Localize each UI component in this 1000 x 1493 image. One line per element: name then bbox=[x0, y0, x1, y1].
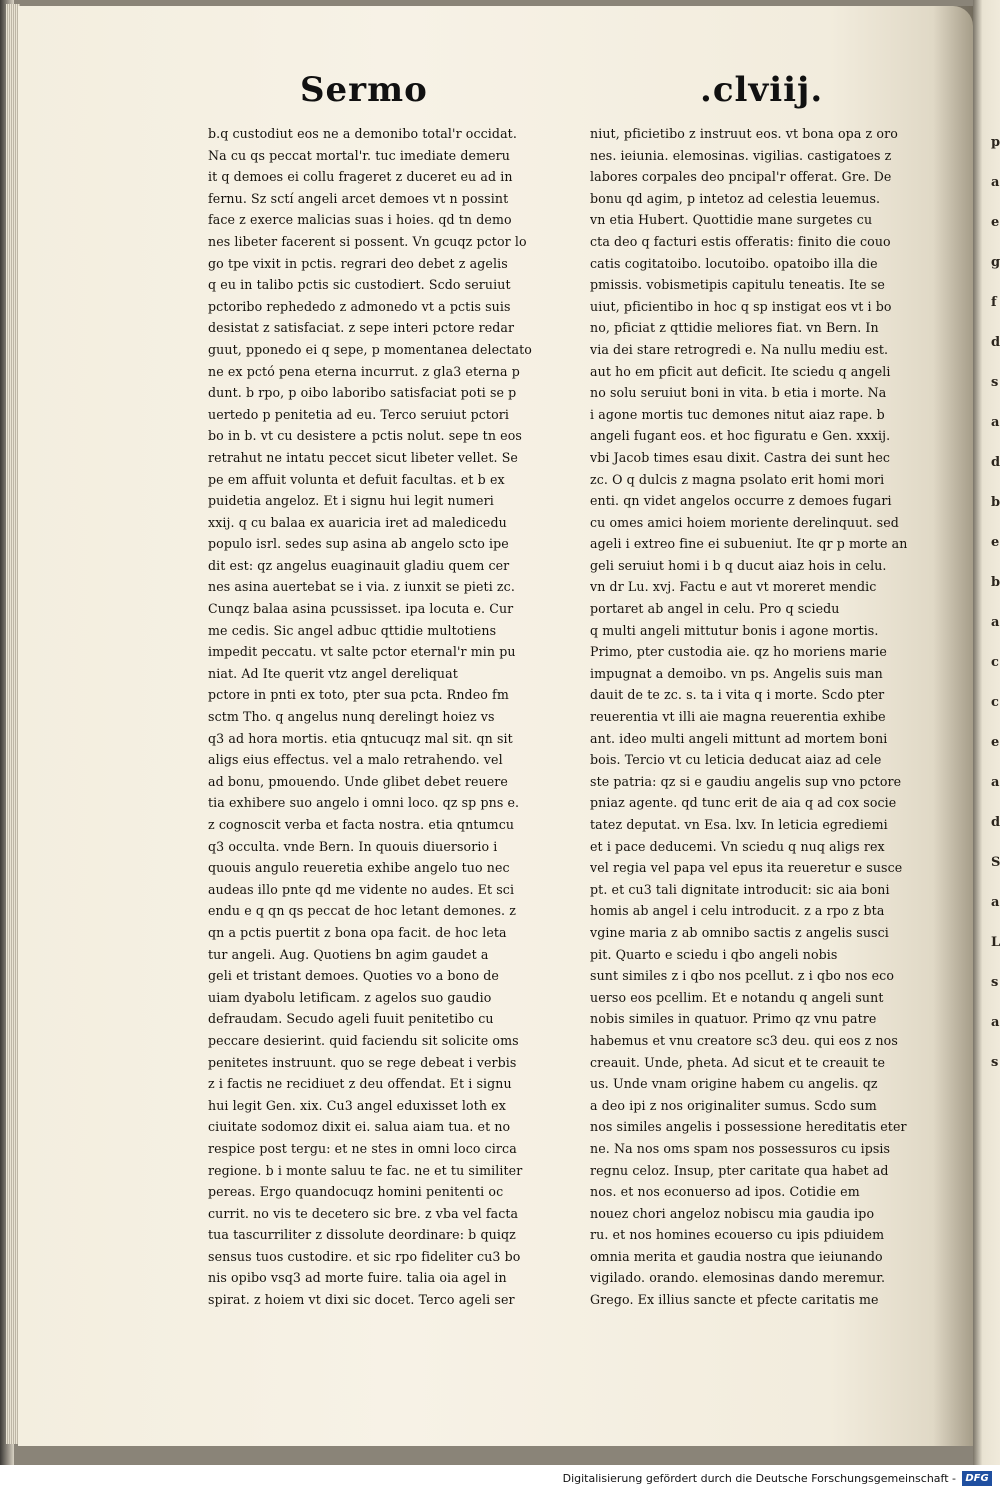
text-line: uertedo p penitetia ad eu. Terco seruiut pctori bbox=[208, 406, 510, 422]
text-line: penitetes instruunt. quo se rege debeat i verbis bbox=[208, 1054, 517, 1070]
text-line: via dei stare retrogredi e. Na nullu mediu est. bbox=[590, 341, 889, 357]
text-line: nes asina auertebat se i via. z iunxit se pieti zc. bbox=[208, 579, 515, 595]
text-line: q eu in talibo pctis sic custodiert. Scdo seruiut bbox=[208, 277, 511, 293]
adjacent-page-letter: a bbox=[991, 175, 1000, 190]
adjacent-page-letter: a bbox=[991, 895, 1000, 910]
text-line: Grego. Ex illius sancte et pfecte caritatis me bbox=[590, 1292, 879, 1308]
text-line: pe em affuit volunta et defuit facultas. et b ex bbox=[208, 471, 505, 487]
text-line: xxij. q cu balaa ex auaricia iret ad maledicedu bbox=[208, 514, 507, 530]
text-line: ru. et nos homines ecouerso cu ipis pdiuidem bbox=[590, 1227, 885, 1243]
adjacent-page-edge bbox=[973, 0, 1000, 1465]
adjacent-page-letter: e bbox=[991, 535, 1000, 550]
adjacent-page-letter: f bbox=[991, 295, 997, 310]
text-line: desistat z satisfaciat. z sepe interi pctore redar bbox=[208, 320, 515, 336]
text-line: bo in b. vt cu desistere a pctis nolut. sepe tn eos bbox=[208, 428, 522, 444]
adjacent-page-letter: a bbox=[991, 1015, 1000, 1030]
text-line: labores corpales deo pncipal'r offerat. Gre. De bbox=[590, 169, 892, 185]
text-line: omnia merita et gaudia nostra que ieiunando bbox=[590, 1248, 883, 1264]
footer-bar bbox=[0, 1465, 1000, 1493]
text-line: uerso eos pcellim. Et e notandu q angeli sunt bbox=[590, 989, 884, 1005]
text-line: pctore in pnti ex toto, pter sua pcta. Rndeo fm bbox=[208, 687, 509, 703]
text-line: portaret ab angel in celu. Pro q sciedu bbox=[590, 601, 840, 617]
funding-credit: Digitalisierung gefördert durch die Deutsche Forschungsgemeinschaft - bbox=[562, 1472, 956, 1485]
text-line: et i pace deducemi. Vn sciedu q nuq aligs rex bbox=[590, 838, 885, 854]
text-line: tatez deputat. vn Esa. lxv. In leticia egrediemi bbox=[590, 817, 888, 832]
text-line: no solu seruiut boni in vita. b etia i morte. Na bbox=[590, 385, 887, 401]
text-line: catis cogitatoibo. locutoibo. opatoibo illa die bbox=[590, 255, 878, 271]
text-line: vbi Jacob times esau dixit. Castra dei sunt hec bbox=[590, 449, 891, 465]
text-line: respice post tergu: et ne stes in omni loco circa bbox=[208, 1140, 517, 1156]
adjacent-page-letter: c bbox=[991, 655, 999, 670]
text-line: niat. Ad Ite querit vtz angel dereliquat bbox=[208, 665, 458, 681]
text-line: populo isrl. sedes sup asina ab angelo scto ipe bbox=[208, 536, 509, 552]
text-line: nes. ieiunia. elemosinas. vigilias. castigatoes z bbox=[590, 147, 892, 163]
text-line: ant. ideo multi angeli mittunt ad mortem boni bbox=[590, 730, 888, 746]
text-line: vgine maria z ab omnibo sactis z angelis susci bbox=[590, 924, 889, 940]
text-line: cu omes amici hoiem moriente derelinquut. sed bbox=[590, 514, 899, 530]
gutter-shadow bbox=[933, 6, 973, 1446]
text-line: geli seruiut homi i b q ducut aiaz hois in celu. bbox=[590, 557, 887, 573]
text-line: aligs eius effectus. vel a malo retrahendo. vel bbox=[208, 752, 503, 768]
adjacent-page-letter: s bbox=[991, 1055, 999, 1070]
text-line: q3 occulta. vnde Bern. In quouis diuersorio i bbox=[208, 838, 498, 854]
text-line: dit est: qz angelus euaginauit gladiu quem cer bbox=[208, 557, 510, 573]
text-line: ad bonu, pmouendo. Unde glibet debet reuere bbox=[208, 773, 508, 789]
text-line: i agone mortis tuc demones nitut aiaz rape. b bbox=[590, 406, 885, 422]
text-line: pt. et cu3 tali dignitate introducit: sic aia boni bbox=[590, 881, 890, 897]
text-line: enti. qn videt angelos occurre z demoes fugari bbox=[590, 493, 892, 509]
text-line: cta deo q facturi estis offeratis: finito die couo bbox=[590, 233, 891, 249]
text-line: impugnat a demoibo. vn ps. Angelis suis man bbox=[590, 665, 883, 681]
text-line: z i factis ne recidiuet z deu offendat. Et i signu bbox=[208, 1076, 512, 1092]
text-line: sunt similes z i qbo nos pcellut. z i qbo nos eco bbox=[590, 968, 895, 984]
text-line: qn a pctis puertit z bona opa facit. de hoc leta bbox=[208, 924, 507, 940]
text-line: nos similes angelis i possessione hereditatis eter bbox=[590, 1119, 907, 1135]
text-line: nouez chori angeloz nobiscu mia gaudia ipo bbox=[590, 1205, 875, 1221]
adjacent-page-letter: s bbox=[991, 375, 999, 390]
adjacent-page-letter: d bbox=[991, 335, 1000, 350]
adjacent-page-letter: c bbox=[991, 695, 999, 710]
text-line: dauit de te zc. s. ta i vita q i morte. Scdo pter bbox=[590, 687, 885, 703]
text-line: pniaz agente. qd tunc erit de aia q ad cox socie bbox=[590, 795, 897, 811]
text-line: ste patria: qz si e gaudiu angelis sup vno pctore bbox=[590, 773, 902, 789]
text-column-right bbox=[590, 123, 935, 1311]
text-line: tua tascurriliter z dissolute deordinare: b quiqz bbox=[208, 1227, 516, 1243]
text-line: guut, pponedo ei q sepe, p momentanea delectato bbox=[208, 341, 532, 357]
text-line: ne. Na nos oms spam nos possessuros cu ipsis bbox=[590, 1140, 891, 1156]
text-line: regnu celoz. Insup, pter caritate qua habet ad bbox=[590, 1162, 889, 1178]
text-line: nos. et nos econuerso ad ipos. Cotidie em bbox=[590, 1184, 860, 1200]
text-line: regione. b i monte saluu te fac. ne et tu similiter bbox=[208, 1162, 523, 1178]
text-column-left bbox=[208, 123, 558, 1311]
dfg-logo: DFG bbox=[962, 1471, 992, 1486]
text-line: it q demoes ei collu frageret z duceret eu ad in bbox=[208, 169, 513, 185]
text-line: tur angeli. Aug. Quotiens bn agim gaudet a bbox=[208, 946, 489, 962]
text-line: sctm Tho. q angelus nunq derelingt hoiez vs bbox=[208, 709, 495, 725]
text-line: ageli i extreo fine ei subueniut. Ite qr p morte an bbox=[590, 536, 908, 552]
text-line: vn etia Hubert. Quottidie mane surgetes cu bbox=[590, 212, 873, 228]
text-line: habemus et vnu creatore sc3 deu. qui eos z nos bbox=[590, 1032, 898, 1048]
text-line: spirat. z hoiem vt dixi sic docet. Terco ageli ser bbox=[208, 1292, 515, 1308]
adjacent-page-letter: e bbox=[991, 215, 1000, 230]
text-line: hui legit Gen. xix. Cu3 angel eduxisset loth ex bbox=[208, 1097, 506, 1113]
text-line: impedit peccatu. vt salte pctor eternal'r min pu bbox=[208, 644, 516, 660]
text-line: vn dr Lu. xvj. Factu e aut vt moreret mendic bbox=[590, 579, 877, 595]
text-line: bonu qd agim, p intetoz ad celestia leuemus. bbox=[590, 190, 881, 206]
adjacent-page-letter: b bbox=[991, 495, 1000, 510]
text-line: me cedis. Sic angel adbuc qttidie multotiens bbox=[208, 622, 497, 638]
text-line: audeas illo pnte qd me vidente no audes. Et sci bbox=[208, 881, 515, 897]
text-line: homis ab angel i celu introducit. z a rpo z bta bbox=[590, 903, 885, 919]
adjacent-page-letter: p bbox=[991, 135, 1000, 150]
adjacent-page-letter: a bbox=[991, 615, 1000, 630]
text-line: dunt. b rpo, p oibo laboribo satisfaciat poti se p bbox=[208, 385, 517, 401]
text-line: nobis similes in quatuor. Primo qz vnu patre bbox=[590, 1011, 877, 1027]
text-line: defraudam. Secudo ageli fuuit penitetibo cu bbox=[208, 1011, 494, 1027]
text-line: pctoribo rephededo z admonedo vt a pctis suis bbox=[208, 298, 511, 314]
running-head-folio: .clviij. bbox=[700, 70, 824, 110]
text-line: q multi angeli mittutur bonis i agone mortis. bbox=[590, 622, 879, 638]
text-line: vel regia vel papa vel epus ita reueretur e susce bbox=[590, 860, 903, 876]
adjacent-page-letter: e bbox=[991, 735, 1000, 750]
adjacent-page-letter: g bbox=[991, 255, 1000, 270]
text-line: pit. Quarto e sciedu i qbo angeli nobis bbox=[590, 946, 838, 962]
text-line: pereas. Ergo quandocuqz homini penitenti oc bbox=[208, 1184, 504, 1200]
adjacent-page-letter: d bbox=[991, 455, 1000, 470]
text-line: nes libeter facerent si possent. Vn gcuqz pctor lo bbox=[208, 233, 527, 249]
text-line: q3 ad hora mortis. etia qntucuqz mal sit. qn sit bbox=[208, 730, 513, 746]
text-line: angeli fugant eos. et hoc figuratu e Gen. xxxij. bbox=[590, 428, 891, 444]
text-line: fernu. Sz sctí angeli arcet demoes vt n possint bbox=[208, 190, 509, 206]
text-line: tia exhibere suo angelo i omni loco. qz sp pns e. bbox=[208, 795, 520, 811]
text-line: a deo ipi z nos originaliter sumus. Scdo sum bbox=[590, 1097, 877, 1113]
text-line: vigilado. orando. elemosinas dando meremur. bbox=[590, 1270, 886, 1286]
adjacent-page-letter: L bbox=[991, 935, 1000, 950]
adjacent-page-letter: s bbox=[991, 975, 999, 990]
text-line: creauit. Unde, pheta. Ad sicut et te creauit te bbox=[590, 1054, 886, 1070]
text-line: uiut, pficientibo in hoc q sp instigat eos vt i bo bbox=[590, 298, 892, 314]
running-head-left: Sermo bbox=[300, 70, 428, 110]
text-line: retrahut ne intatu peccet sicut libeter vellet. Se bbox=[208, 449, 518, 465]
text-line: uiam dyabolu letificam. z agelos suo gaudio bbox=[208, 989, 492, 1005]
text-line: go tpe vixit in pctis. regrari deo debet z agelis bbox=[208, 255, 508, 271]
adjacent-page-letter: b bbox=[991, 575, 1000, 590]
adjacent-page-letter: a bbox=[991, 775, 1000, 790]
text-line: zc. O q dulcis z magna psolato erit homi mori bbox=[590, 471, 885, 487]
text-line: endu e q qn qs peccat de hoc letant demones. z bbox=[208, 903, 516, 919]
text-line: bois. Tercio vt cu leticia deducat aiaz ad cele bbox=[590, 752, 882, 768]
text-line: nis opibo vsq3 ad morte fuire. talia oia agel in bbox=[208, 1270, 507, 1286]
adjacent-page-letter: a bbox=[991, 415, 1000, 430]
text-line: us. Unde vnam origine habem cu angelis. qz bbox=[590, 1076, 878, 1092]
text-line: Cunqz balaa asina pcussisset. ipa locuta e. Cur bbox=[208, 601, 514, 617]
text-line: aut ho em pficit aut deficit. Ite sciedu q angeli bbox=[590, 363, 891, 379]
text-line: Na cu qs peccat mortal'r. tuc imediate demeru bbox=[208, 147, 510, 163]
text-line: niut, pficietibo z instruut eos. vt bona opa z oro bbox=[590, 126, 898, 141]
adjacent-page-letter: S bbox=[991, 855, 1000, 870]
text-line: b.q custodiut eos ne a demonibo total'r occidat. bbox=[208, 126, 517, 141]
text-line: Primo, pter custodia aie. qz ho moriens marie bbox=[590, 644, 887, 660]
text-line: peccare desierint. quid faciendu sit solicite oms bbox=[208, 1032, 519, 1048]
text-line: z cognoscit verba et facta nostra. etia qntumcu bbox=[208, 817, 515, 832]
text-line: geli et tristant demoes. Quoties vo a bono de bbox=[208, 968, 499, 984]
text-line: face z exerce malicias suas i hoies. qd tn demo bbox=[208, 212, 512, 228]
text-line: sensus tuos custodire. et sic rpo fideliter cu3 bo bbox=[208, 1248, 521, 1264]
text-line: ciuitate sodomoz dixit ei. salua aiam tua. et no bbox=[208, 1119, 511, 1135]
text-line: ne ex pctó pena eterna incurrut. z gla3 eterna p bbox=[208, 363, 520, 379]
text-line: puidetia angeloz. Et i signu hui legit numeri bbox=[208, 493, 494, 509]
text-line: reuerentia vt illi aie magna reuerentia exhibe bbox=[590, 709, 886, 725]
text-line: pmissis. vobismetipis capitulu teneatis. Ite se bbox=[590, 277, 885, 293]
text-line: quouis angulo reueretia exhibe angelo tuo nec bbox=[208, 860, 510, 876]
text-line: currit. no vis te decetero sic bre. z vba vel facta bbox=[208, 1205, 519, 1221]
text-line: no, pficiat z qttidie meliores fiat. vn Bern. In bbox=[590, 320, 879, 336]
adjacent-page-letter: d bbox=[991, 815, 1000, 830]
